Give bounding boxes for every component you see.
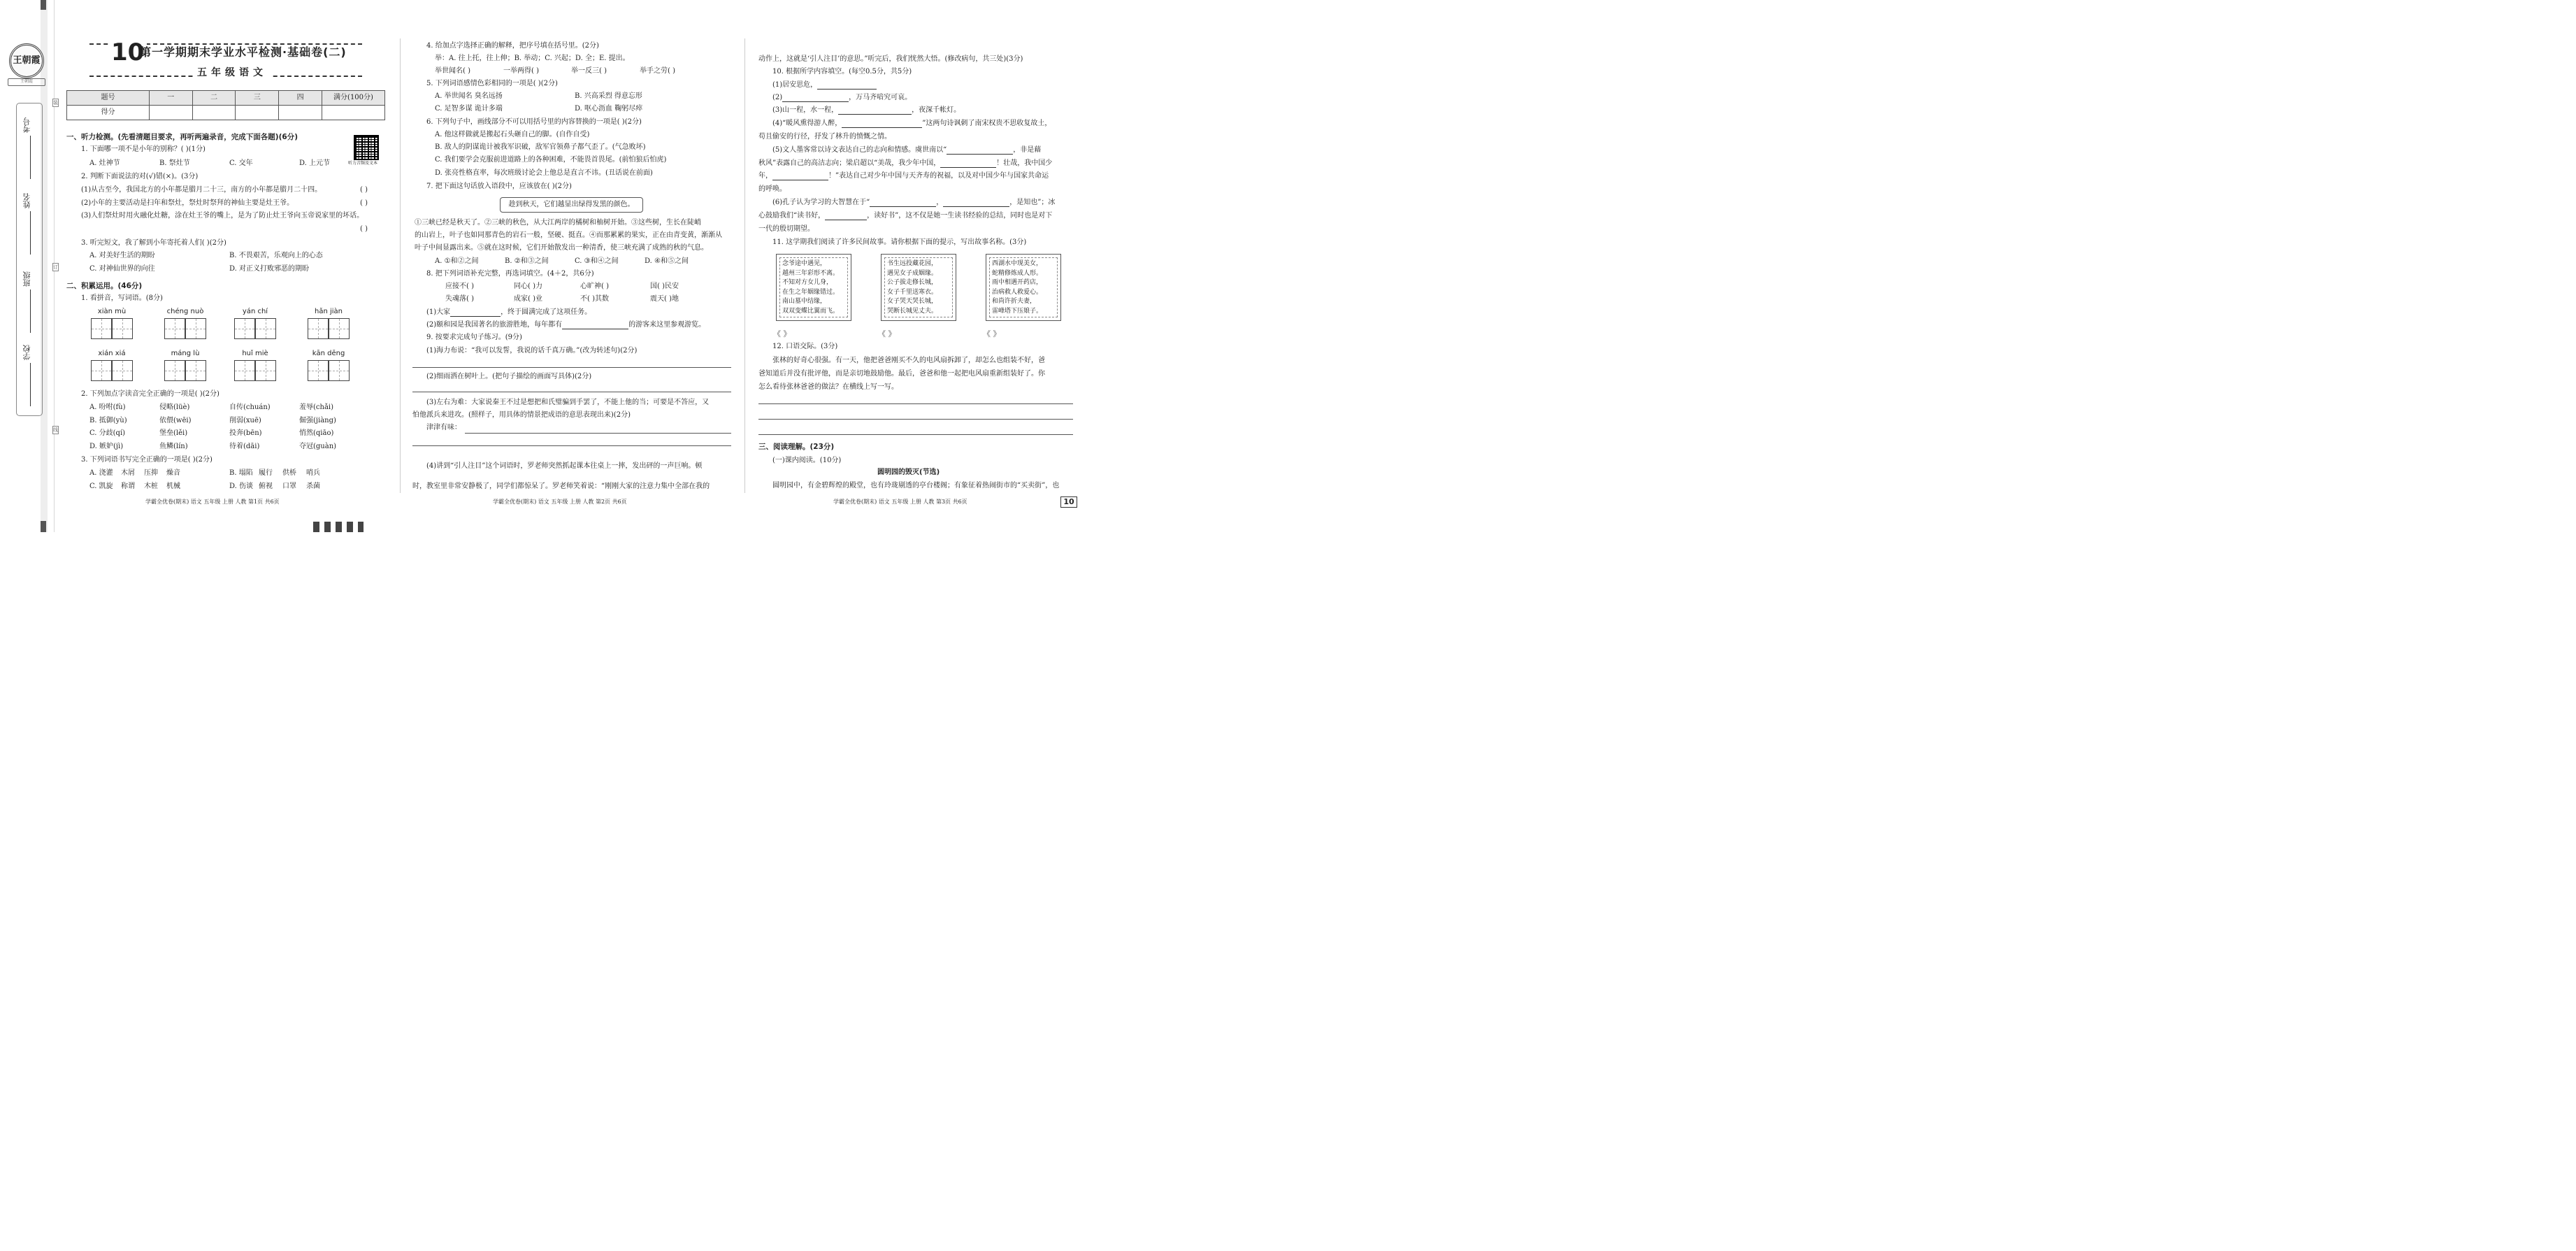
sentence-part: 的呼唤。 <box>758 185 786 193</box>
option: D. 伤谈 <box>229 482 254 490</box>
question-text: 2. 下列加点字读音完全正确的一项是( )(2分) <box>81 390 220 398</box>
table-header: 题号 <box>67 91 150 106</box>
option: 称谓 <box>121 482 135 490</box>
story-card <box>986 254 1061 321</box>
option: B. 塌陷 <box>229 469 253 477</box>
option: 堡垒(lěi) <box>159 429 188 437</box>
sentence-part: ，是知也”；冰 <box>1009 199 1056 206</box>
story-line: 雨中相遇开药店， <box>992 279 1043 286</box>
page-title: 第一学期期末学业水平检测·基础卷(二) <box>140 45 347 59</box>
passage-line: 圆明园中，有金碧辉煌的殿堂，也有玲珑剔透的亭台楼阁；有象征着热闹街市的“买卖街”，也 <box>772 482 1060 489</box>
blank-item[interactable]: 失魂落( ) <box>445 295 474 303</box>
option: A. 灶神节 <box>89 159 120 167</box>
pinyin-writing-group[interactable] <box>163 350 208 386</box>
blank-item[interactable]: 震天( )地 <box>650 295 679 303</box>
qr-caption: 听力音频及文本 <box>348 161 378 166</box>
pinyin-writing-group[interactable] <box>89 308 134 344</box>
answer-line[interactable] <box>412 445 731 446</box>
blank-item[interactable]: 不( )其数 <box>580 295 609 303</box>
story-line: 和尚许折夫妻， <box>992 298 1037 305</box>
passage-title: 圆明园的毁灭(节选) <box>877 469 940 476</box>
question-text: 9. 按要求完成句子练习。(9分) <box>426 334 522 341</box>
writing-box[interactable] <box>164 318 185 339</box>
option: 杀菌 <box>306 482 320 490</box>
score-cell[interactable] <box>236 106 279 120</box>
section-heading: 三、阅读理解。(23分) <box>758 443 835 451</box>
binding-mark: 线 <box>53 427 58 433</box>
page-1 <box>62 0 390 532</box>
pinyin: xián xiá <box>98 350 126 357</box>
example-label: 津津有味： <box>426 424 461 431</box>
sentence-part: ！壮哉，我中国少 <box>996 159 1053 167</box>
answer-paren[interactable]: ( ) <box>360 199 368 207</box>
option: 哨兵 <box>306 469 320 477</box>
option: 投奔(bēn) <box>229 429 262 437</box>
question-text: 8. 把下列词语补充完整，再选词填空。(4＋2，共6分) <box>426 270 594 278</box>
pinyin: huǐ miè <box>242 350 268 357</box>
option: D. 张亮性格直率，每次班级讨论会上他总是直言不讳。(丑话说在前面) <box>435 169 653 177</box>
passage-line: 爸知道后并没有批评他，而是亲切地鼓励他。最后，爸爸和他一起把电风扇重新组装好了。你 <box>758 370 1045 378</box>
sentence-part: ，终于圆满完成了这项任务。 <box>501 308 592 316</box>
blank-item[interactable]: 举世闻名( ) <box>435 67 470 75</box>
fill-sentence <box>772 81 877 90</box>
option: B. 抵御(yù) <box>89 416 127 424</box>
writing-box[interactable] <box>255 318 276 339</box>
option: C. 分歧(qí) <box>89 429 126 437</box>
passage-line: ①三峡已经是秋天了。②三峡的秋色，从大江两岸的橘树和柚树开始。③这些树，生长在陡峭 <box>415 219 701 227</box>
option: B. 敌人的阴谋诡计被我军识破，敌军官领鼻子都气歪了。(气急败坏) <box>435 143 646 151</box>
blank-item[interactable]: 举一反三( ) <box>571 67 607 75</box>
definitions: 举：A. 往上托，往上伸；B. 举动；C. 兴起；D. 全；E. 提出。 <box>435 55 630 62</box>
option: 机械 <box>166 482 180 490</box>
blank-item[interactable]: 同心( )力 <box>514 283 542 290</box>
brand-logo-sub: 王朝霞 <box>8 78 45 86</box>
blank-item[interactable]: 举手之劳( ) <box>640 67 675 75</box>
sentence-part: ，读好书”，这不仅是她一生读书经验的总结，同时也是对下 <box>867 212 1053 220</box>
question-text: 1. 下面哪一项不是小年的别称？( )(1分) <box>81 145 206 153</box>
binding-mark: 装 <box>53 100 58 106</box>
exam-number-field[interactable] <box>19 117 40 182</box>
table-row <box>67 91 385 106</box>
question-text: (3)左右为难：大家说秦王不过是想把和氏璧骗到手罢了，不能上他的当；可要是不答应，又 <box>426 399 710 406</box>
question-text: 3. 听完短文，我了解到小年寄托着人们( )(2分) <box>81 239 226 247</box>
question-text: 6. 下列句子中，画线部分不可以用括号里的内容替换的一项是( )(2分) <box>426 118 642 126</box>
option: D. 上元节 <box>299 159 331 167</box>
binding-dashes <box>313 522 364 532</box>
option: 倔强(jiàng) <box>299 416 336 424</box>
page-number-badge: 10 <box>1060 496 1077 508</box>
sentence-part: (4)“暖风熏得游人醉， <box>772 120 842 127</box>
writing-box[interactable] <box>255 360 276 381</box>
pinyin: hǎn jiàn <box>314 308 343 315</box>
test-number: 10 <box>108 39 147 66</box>
option: B. ②和③之间 <box>505 257 549 265</box>
option: 待着(dāi) <box>229 442 260 450</box>
table-header: 四 <box>279 91 322 106</box>
pinyin-writing-group[interactable] <box>306 308 351 344</box>
question-text: 5. 下列词语感情色彩相同的一项是( )(2分) <box>426 80 558 87</box>
fill-sentence <box>772 94 912 102</box>
page-subtitle: 五年级语文 <box>193 67 271 78</box>
passage-line: 张林的好奇心很强。有一天，他把爸爸刚买不久的电风扇拆卸了，却怎么也组装不好，爸 <box>772 357 1045 364</box>
option: A. 他这样做就是搬起石头砸自己的脚。(自作自受) <box>435 131 590 138</box>
writing-box[interactable] <box>308 318 329 339</box>
answer-blank[interactable] <box>943 206 1009 207</box>
answer-line[interactable] <box>758 434 1073 435</box>
option: A. 吩咐(fù) <box>89 403 126 411</box>
score-cell[interactable] <box>279 106 322 120</box>
answer-blank[interactable] <box>817 89 877 90</box>
school-label: 学校 <box>22 345 31 360</box>
school-field[interactable] <box>19 345 40 409</box>
answer-blank[interactable] <box>947 154 1013 155</box>
writing-box[interactable] <box>329 318 350 339</box>
writing-box[interactable] <box>308 360 329 381</box>
quote-box: 趁到秋天，它们越显出绿得发黑的颜色。 <box>500 197 643 213</box>
question-text: 2. 判断下面说法的对(√)错(×)。(3分) <box>81 173 199 180</box>
fill-sentence <box>772 146 1041 155</box>
binding-notch <box>41 0 46 10</box>
writing-box[interactable] <box>164 360 185 381</box>
writing-box[interactable] <box>91 360 112 381</box>
story-card <box>776 254 851 321</box>
binding-strip <box>0 0 58 532</box>
question-text: (1)海力布说：“我可以发誓，我说的话千真万确。”(改为转述句)(2分) <box>426 347 638 355</box>
writing-box[interactable] <box>112 318 133 339</box>
pinyin: chéng nuò <box>166 308 204 315</box>
answer-blank[interactable] <box>782 101 849 102</box>
answer-blank[interactable] <box>838 114 912 115</box>
story-line: 南山墓中结缘， <box>782 298 827 305</box>
option: 削弱(xuē) <box>229 416 261 424</box>
score-cell[interactable] <box>192 106 236 120</box>
fill-sentence <box>758 159 1052 168</box>
pinyin: xiàn mù <box>97 308 127 315</box>
story-line: 在生之年姻缘错过。 <box>782 288 840 296</box>
table-header: 满分(100分) <box>322 91 385 106</box>
question-text: 4. 给加点字选择正确的解释，把序号填在括号里。(2分) <box>426 42 599 50</box>
story-line: 不知对方女儿身， <box>782 279 833 286</box>
answer-paren[interactable]: ( ) <box>360 186 368 194</box>
option: C. ③和④之间 <box>575 257 619 265</box>
story-line: 蛇精修炼成人形。 <box>992 269 1043 277</box>
sentence-part: (1)大家 <box>426 308 451 316</box>
answer-blank[interactable] <box>870 206 936 207</box>
table-cell: 得分 <box>67 106 150 120</box>
option: 羞辱(chǎi) <box>299 403 334 411</box>
passage-line: 怎么看待张林爸爸的做法？在横线上写一写。 <box>758 383 898 391</box>
sentence-part: (1)居安思危， <box>772 81 818 89</box>
pinyin: máng lù <box>171 350 200 357</box>
question-text: 12. 口语交际。(3分) <box>772 343 838 350</box>
page-footer: 学霸全优卷(期末) 语文 五年级 上册 人教 第3页 共6页 <box>833 499 967 505</box>
story-line: 书生远投藏花园， <box>887 260 938 267</box>
binding-notch <box>41 521 46 532</box>
story-card-inner <box>989 257 1058 317</box>
fill-sentence <box>772 199 1055 207</box>
option: 供桥 <box>282 469 296 477</box>
pinyin: yán chí <box>242 308 268 315</box>
page-2 <box>409 0 734 532</box>
fill-sentence <box>426 308 591 317</box>
sentence-part: 一代的殷切期望。 <box>758 225 814 233</box>
option: 悄然(qiāo) <box>299 429 334 437</box>
option: A. 举世闻名 臭名远扬 <box>435 92 503 100</box>
story-line: 治病救人救爱心。 <box>992 288 1043 296</box>
sentence-part: (6)孔子认为学习的大智慧在于“ <box>772 199 870 206</box>
blank-item[interactable]: 应接不( ) <box>445 283 474 290</box>
question-text: 时，教室里非常安静极了，同学们都惊呆了。罗老师笑着说：“刚刚大家的注意力集中全部在我的 <box>412 482 710 490</box>
sentence-part: 年， <box>758 172 772 180</box>
option: C. 凯旋 <box>89 482 113 490</box>
answer-paren[interactable]: ( ) <box>360 225 368 233</box>
blank-item[interactable]: 国( )民安 <box>650 283 679 290</box>
fill-sentence <box>758 172 1049 180</box>
answer-blank[interactable] <box>450 316 501 317</box>
option: D. 对正义打败邪恶的期盼 <box>229 265 310 273</box>
answer-blank[interactable] <box>940 167 996 168</box>
table-header: 三 <box>236 91 279 106</box>
story-line: 雷峰塔下压娘子。 <box>992 307 1043 315</box>
class-field[interactable] <box>19 271 40 336</box>
option: A. ①和②之间 <box>435 257 479 265</box>
qr-code-icon[interactable] <box>354 135 379 160</box>
question-text: 7. 把下面这句话放入语段中，应该放在( )(2分) <box>426 183 572 190</box>
answer-line[interactable] <box>465 433 731 434</box>
writing-box[interactable] <box>234 360 255 381</box>
story-line: 哭断长城见丈夫。 <box>887 307 938 315</box>
question-text: 1. 看拼音，写词语。(8分) <box>81 294 163 302</box>
fill-sentence <box>758 212 1052 220</box>
name-label: 姓名 <box>22 193 31 208</box>
answer-line[interactable] <box>758 419 1073 420</box>
option: 木桩 <box>144 482 158 490</box>
score-cell[interactable] <box>149 106 192 120</box>
option: 鱼鳞(lín) <box>159 442 188 450</box>
name-field[interactable] <box>19 193 40 257</box>
sentence-part: (5)文人墨客常以诗文表达自己的志向和情感。虞世南以“ <box>772 146 947 154</box>
story-line: 越州三年彩形不离。 <box>782 269 840 277</box>
sentence-part: ， <box>936 199 944 206</box>
writing-box[interactable] <box>329 360 350 381</box>
pinyin-writing-group[interactable] <box>306 350 351 386</box>
passage-line: 的山岩上，叶子也如同那青色的岩石一般，坚硬、挺直。④而那累累的果实，正在由青变黄，渐渐从 <box>415 231 722 239</box>
question-text: 10. 根据所学内容填空。(每空0.5分，共5分) <box>772 68 912 76</box>
sentence-part: 心鼓励我们“读书好， <box>758 212 826 220</box>
option: A. 浇灌 <box>89 469 113 477</box>
fill-sentence <box>772 106 960 115</box>
table-header: 二 <box>192 91 236 106</box>
sentence-part: (3)山一程，水一程， <box>772 106 839 114</box>
sentence-part: ，非是藉 <box>1013 146 1042 154</box>
statement: (3)人们祭灶时用火融化灶糖，涂在灶王爷的嘴上，是为了防止灶王爷向玉帝说家里的坏话。 <box>81 212 364 220</box>
option: C. 足智多谋 诡计多端 <box>435 105 503 113</box>
score-table <box>66 90 385 120</box>
option: D. ④和⑤之间 <box>645 257 689 265</box>
sentence-part: ！”表达自己对少年中国与天齐寿的祝福，以及对中国少年与国家共命运 <box>828 172 1049 180</box>
statement: (2)小年的主要活动是扫年和祭灶，祭灶时祭拜的神仙主要是灶王爷。 <box>81 199 294 207</box>
story-name-blank[interactable]: 《 》 <box>773 329 791 338</box>
story-card-inner <box>779 257 848 317</box>
pinyin-writing-group[interactable] <box>233 308 278 344</box>
option: D. 呕心沥血 鞠躬尽瘁 <box>575 105 643 113</box>
sentence-part: ，万马齐喑究可哀。 <box>849 94 912 101</box>
sentence-part: (2) <box>772 94 783 101</box>
option: 履行 <box>259 469 273 477</box>
writing-box[interactable] <box>91 318 112 339</box>
story-card <box>881 254 956 321</box>
statement: (1)从古至今，我国北方的小年都是腊月二十三，南方的小年都是腊月二十四。 <box>81 186 322 194</box>
option: 自传(chuán) <box>229 403 271 411</box>
story-line: 西湖水中现美女， <box>992 260 1043 267</box>
passage-line: 叶子中间显露出来。⑤就在这时候，它们开始散发出一种清香，使三峡充满了成熟的秋的气息。 <box>415 244 708 252</box>
page-footer: 学霸全优卷(期末) 语文 五年级 上册 人教 第2页 共6页 <box>493 499 627 505</box>
pinyin-writing-group[interactable] <box>89 350 134 386</box>
answer-line[interactable] <box>412 367 731 368</box>
story-card-inner <box>884 257 953 317</box>
score-cell[interactable] <box>322 106 385 120</box>
story-line: 女子哭天哭长城， <box>887 298 938 305</box>
option: 侵略(lüè) <box>159 403 190 411</box>
student-info-box <box>16 103 43 416</box>
option: 俯视 <box>259 482 273 490</box>
option: C. 我们要学会克服前进道路上的各种困难，不能畏首畏尾。(前怕狼后怕虎) <box>435 156 667 164</box>
option: 压抑 <box>144 469 158 477</box>
question-text: 怕他派兵来进攻。(照样子，用具体的情景把成语的意思表现出来)(2分) <box>412 411 631 419</box>
story-line: 双双变蝶比翼而飞。 <box>782 307 840 315</box>
story-line: 遇见女子成姻缘。 <box>887 269 938 277</box>
blank-item[interactable]: 一举两得( ) <box>503 67 539 75</box>
sentence-part: 秋风”表露自己的高洁志向；梁启超以“美哉，我少年中国， <box>758 159 941 167</box>
option: B. 不畏艰苦，乐观向上的心态 <box>229 252 323 259</box>
question-text: (4)讲到“引人注目”这个词语时，罗老师突然抓起课本往桌上一摔，发出砰的一声巨响。顿 <box>426 462 703 470</box>
blank-item[interactable]: 成家( )业 <box>514 295 542 303</box>
table-header: 一 <box>149 91 192 106</box>
table-row <box>67 106 385 120</box>
option: 木屑 <box>121 469 135 477</box>
question-text: 3. 下列词语书写完全正确的一项是( )(2分) <box>81 456 213 464</box>
story-line: 公子拔走修长城， <box>887 279 938 286</box>
option: C. 交年 <box>229 159 253 167</box>
answer-line[interactable] <box>758 403 1073 404</box>
sentence-part: ，夜深千帐灯。 <box>912 106 961 114</box>
option: B. 祭灶节 <box>159 159 190 167</box>
answer-blank[interactable] <box>842 127 922 128</box>
exam-number-label: 考号 <box>22 117 31 133</box>
option: 燥音 <box>166 469 180 477</box>
sentence-part: ”这两句诗讽刺了南宋权贵不思收复故土， <box>922 120 1052 127</box>
option: C. 对神仙世界的向往 <box>89 265 155 273</box>
class-label: 班级 <box>22 271 31 287</box>
option: 口罩 <box>282 482 296 490</box>
fill-sentence <box>772 120 1051 128</box>
story-line: 女子千里送寒衣。 <box>887 288 938 296</box>
brand-logo: 王朝霞 <box>9 43 44 78</box>
question-text: (2)细雨洒在树叶上。(把句子描绘的画面写具体)(2分) <box>426 373 592 380</box>
sentence-part: 苟且偷安的行径，抒发了林升的愤慨之情。 <box>758 133 891 141</box>
fill-sentence <box>426 321 705 329</box>
pinyin: kān dēng <box>312 350 345 357</box>
column-divider <box>400 38 401 493</box>
pinyin-writing-group[interactable] <box>233 350 278 386</box>
blank-item[interactable]: 心旷神( ) <box>580 283 609 290</box>
option: 依偎(wēi) <box>159 416 192 424</box>
option: D. 嫉妒(jì) <box>89 442 124 450</box>
section-heading: 二、积累运用。(46分) <box>66 282 143 290</box>
writing-box[interactable] <box>234 318 255 339</box>
option: A. 对美好生活的期盼 <box>89 252 155 259</box>
sentence-part: (2)颐和园是我国著名的旅游胜地，每年都有 <box>426 321 563 329</box>
sentence-part: 的游客来这里参观游览。 <box>628 321 706 329</box>
subsection-heading: (一)课内阅读。(10分) <box>772 457 842 464</box>
section-heading: 一、听力检测。(先看清题目要求，再听两遍录音，完成下面各题)(6分) <box>66 133 298 141</box>
writing-box[interactable] <box>112 360 133 381</box>
story-line: 念爷途中遇见， <box>782 260 827 267</box>
page-footer: 学霸全优卷(期末) 语文 五年级 上册 人教 第1页 共6页 <box>145 499 280 505</box>
option: B. 兴高采烈 得意忘形 <box>575 92 642 100</box>
writing-box[interactable] <box>185 318 206 339</box>
question-text: 11. 这学期我们阅读了许多民间故事。请你根据下面的提示，写出故事名称。(3分) <box>772 238 1027 246</box>
binding-mark: 订 <box>53 264 58 270</box>
page-3 <box>751 0 1077 532</box>
writing-box[interactable] <box>185 360 206 381</box>
story-name-blank[interactable]: 《 》 <box>878 329 896 338</box>
story-name-blank[interactable]: 《 》 <box>983 329 1001 338</box>
question-text: 动作上，这就是‘引人注目’的意思。”听完后，我们恍然大悟。(修改病句，共三处)(3分) <box>758 55 1023 63</box>
pinyin-writing-group[interactable] <box>163 308 208 344</box>
option: 夺冠(guàn) <box>299 442 337 450</box>
column-divider <box>744 38 745 493</box>
